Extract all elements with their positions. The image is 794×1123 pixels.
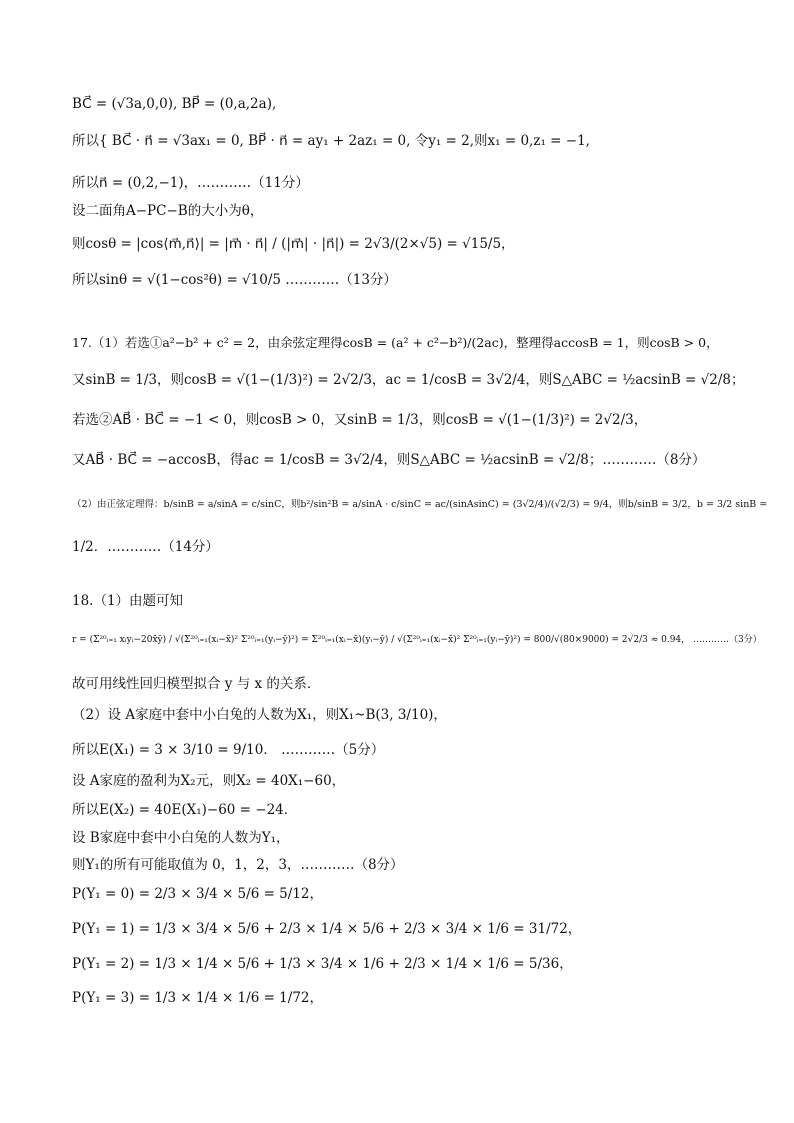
text-line: 所以{ BC⃗ · n⃗ = √3ax₁ = 0, BP⃗ · n⃗ = ay₁ + 2az₁ = 0, 令y₁ = 2,则x₁ = 0,z₁ = −1, — [72, 133, 590, 149]
text-line: P(Y₁ = 2) = 1/3 × 1/4 × 5/6 + 1/3 × 3/4 × 1/6 + 2/3 × 1/4 × 1/6 = 5/36， — [72, 956, 573, 972]
text-line: 又AB⃗ · BC⃗ = −accosB，得ac = 1/cosB = 3√2/4，则S△ABC = ½acsinB = √2/8；…………（8分） — [72, 452, 706, 468]
text-line: 设 B家庭中套中小白兔的人数为Y₁， — [72, 830, 290, 846]
text-line: 17.（1）若选①a²−b² + c² = 2，由余弦定理得cosB = (a² + c²−b²)/(2ac)，整理得accosB = 1，则cosB > 0， — [72, 335, 719, 350]
text-line: 所以E(X₂) = 40E(X₁)−60 = −24． — [72, 802, 298, 818]
text-line: 故可用线性回归模型拟合 y 与 x 的关系． — [72, 676, 321, 692]
text-line: 设二面角A−PC−B的大小为θ， — [72, 203, 264, 219]
text-line: 18.（1）由题可知 — [72, 593, 184, 609]
text-line: r = (Σ²⁰ᵢ₌₁ xᵢyᵢ−20x̄ȳ) / √(Σ²⁰ᵢ₌₁(xᵢ−x̄)² Σ²⁰ᵢ₌₁(yᵢ−ȳ)²) = Σ²⁰ᵢ₌₁(xᵢ−x̄)(yᵢ−ȳ) / √(Σ²⁰ᵢ₌₁(xᵢ−x̄)² Σ²⁰ᵢ₌₁(yᵢ−ȳ)²) = 800/√(80×9000) = 2√2/3 ≈ 0.94， …………（3分） — [72, 635, 762, 645]
text-line: BC⃗ = (√3a,0,0), BP⃗ = (0,a,2a), — [72, 96, 277, 112]
text-line: 则cosθ = |cos⟨m⃗,n⃗⟩| = |m⃗ · n⃗| / (|m⃗| · |n⃗|) = 2√3/(2×√5) = √15/5， — [72, 236, 515, 252]
text-line: （2）由正弦定理得：b/sinB = a/sinA = c/sinC，则b²/sin²B = a/sinA · c/sinC = ac/(sinAsinC) = (3√2/4)/(√2/3) = 9/4，则b/sinB = 3/2，b = 3/2 sinB = — [72, 499, 768, 510]
text-line: 若选②AB⃗ · BC⃗ = −1 < 0，则cosB > 0，又sinB = 1/3，则cosB = √(1−(1/3)²) = 2√2/3， — [72, 412, 648, 428]
text-line: 1/2．…………（14分） — [72, 539, 219, 555]
text-line: 又sinB = 1/3，则cosB = √(1−(1/3)²) = 2√2/3，ac = 1/cosB = 3√2/4，则S△ABC = ½acsinB = √2/8； — [72, 372, 745, 388]
text-line: P(Y₁ = 0) = 2/3 × 3/4 × 5/6 = 5/12， — [72, 886, 323, 902]
text-line: P(Y₁ = 1) = 1/3 × 3/4 × 5/6 + 2/3 × 1/4 × 5/6 + 2/3 × 3/4 × 1/6 = 31/72， — [72, 921, 582, 937]
text-line: P(Y₁ = 3) = 1/3 × 1/4 × 1/6 = 1/72， — [72, 990, 323, 1006]
text-line: 所以E(X₁) = 3 × 3/10 = 9/10． …………（5分） — [72, 742, 385, 758]
text-line: 设 A家庭的盈利为X₂元，则X₂ = 40X₁−60， — [72, 773, 346, 789]
text-line: （2）设 A家庭中套中小白兔的人数为X₁，则X₁~B(3, 3/10)， — [72, 707, 447, 723]
text-line: 所以sinθ = √(1−cos²θ) = √10/5 …………（13分） — [72, 272, 397, 288]
text-line: 则Y₁的所有可能取值为 0，1，2，3，…………（8分） — [72, 857, 404, 873]
text-line: 所以n⃗ = (0,2,−1)，…………（11分） — [72, 175, 309, 191]
